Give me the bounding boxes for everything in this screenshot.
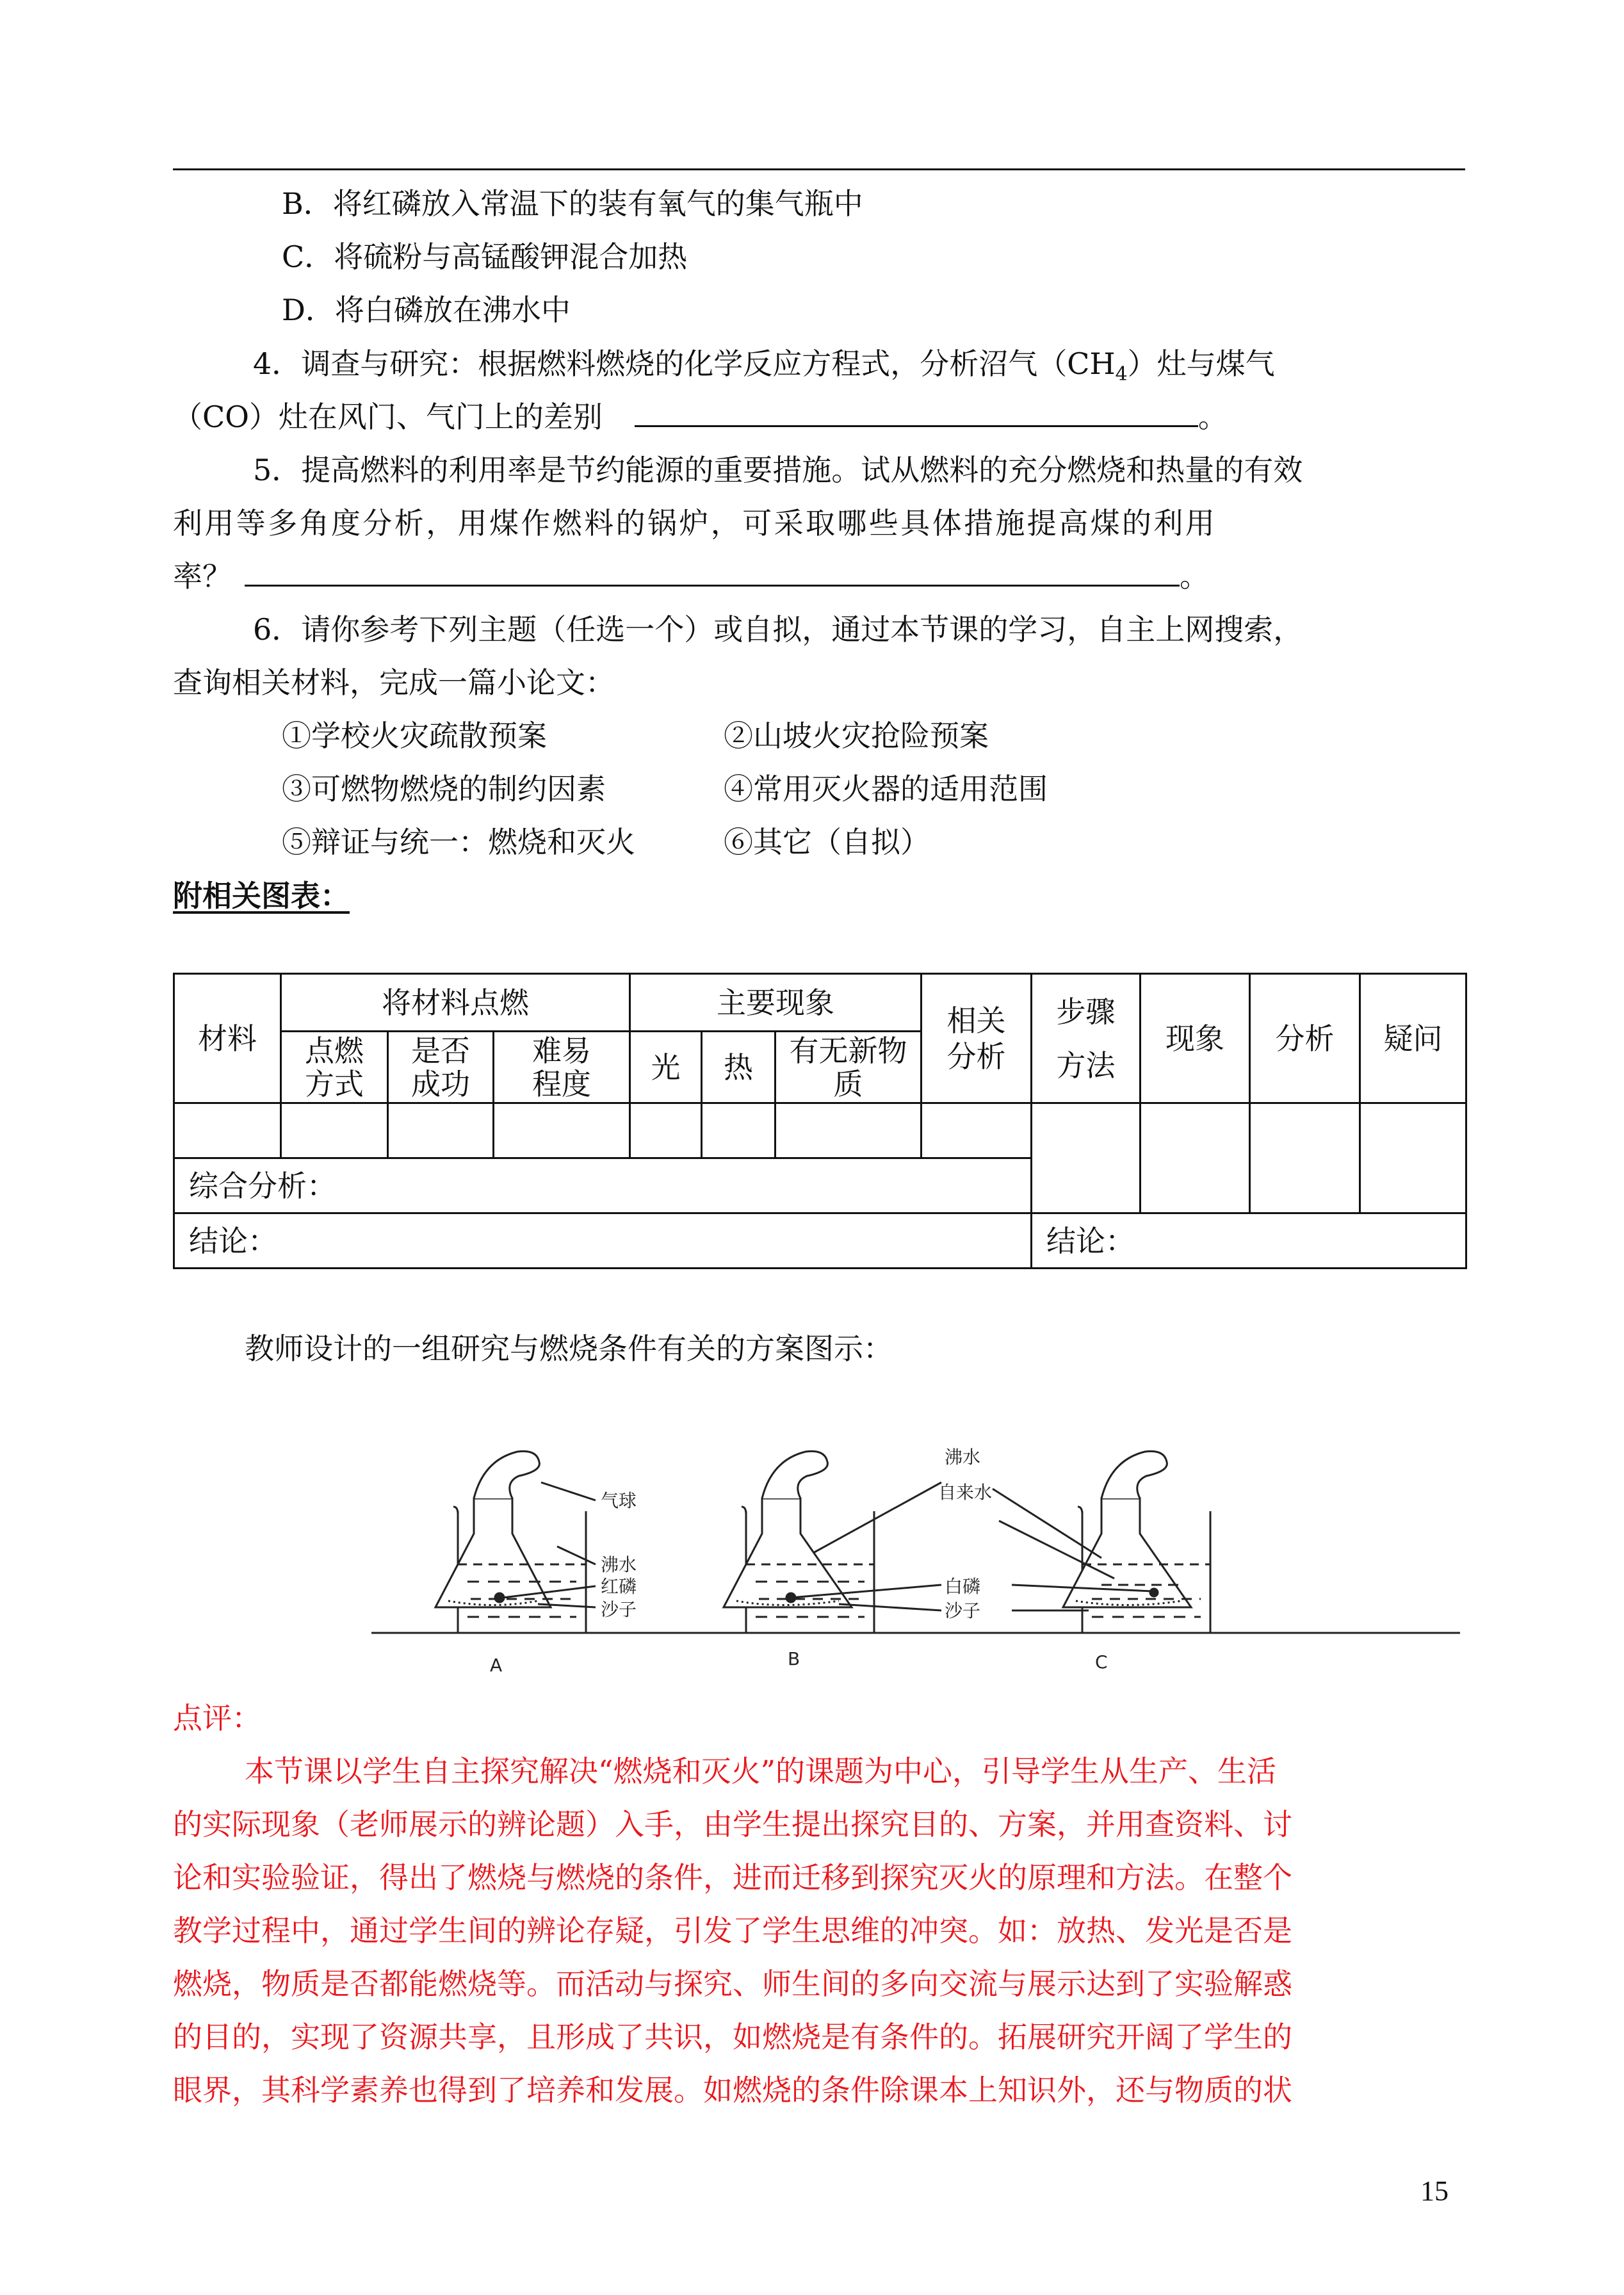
th-phenomenon: 现象: [1141, 974, 1250, 1103]
q6-topic-6: ⑥其它（自拟）: [724, 825, 930, 859]
apparatus-a: [435, 1451, 596, 1633]
commentary-line-4: 教学过程中，通过学生间的辨论存疑，引发了学生思维的冲突。如：放热、发光是否是: [173, 1913, 1292, 1948]
q4-line1: 4．调查与研究：根据燃料燃烧的化学反应方程式，分析沼气$(CH_4)$灶与煤气: [253, 346, 1275, 386]
label-a-red-phosphorus: 红磷: [601, 1576, 637, 1597]
q6-line2: 查询相关材料，完成一篇小论文：: [173, 665, 615, 700]
commentary-line-7: 眼界，其科学素养也得到了培养和发展。如燃烧的条件除课本上知识外，还与物质的状: [173, 2073, 1292, 2107]
table-cell[interactable]: [630, 1103, 702, 1158]
apparatus-c: [993, 1451, 1210, 1633]
commentary-line-2: 的实际现象（老师展示的辨论题）入手，由学生提出探究目的、方案，并用查资料、讨: [173, 1807, 1292, 1842]
th-new-substance: 有无新物质: [775, 1032, 922, 1103]
conclusion-right-cell[interactable]: 结论：: [1032, 1213, 1466, 1269]
option-d: D．将白磷放在沸水中: [282, 293, 571, 327]
table-cell[interactable]: [1360, 1103, 1466, 1213]
q4-answer-blank[interactable]: [635, 397, 1198, 427]
th-analysis: 分析: [1250, 974, 1360, 1103]
option-b: B．将红磷放入常温下的装有氧气的集气瓶中: [282, 186, 863, 221]
th-success: 是否成功: [388, 1032, 494, 1103]
attached-heading: 附相关图表：: [173, 879, 350, 913]
combustion-apparatus-figure: [365, 1393, 1466, 1681]
header-rule: [173, 168, 1465, 170]
label-c-tap-water: 自来水: [938, 1482, 993, 1503]
th-doubt: 疑问: [1360, 974, 1466, 1103]
q6-topic-2: ②山坡火灾抢险预案: [724, 718, 989, 753]
label-c-boiling-water: 沸水: [945, 1447, 981, 1468]
th-difficulty: 难易程度: [494, 1032, 630, 1103]
th-material: 材料: [174, 974, 281, 1103]
th-heat: 热: [702, 1032, 775, 1103]
th-phenomena: 主要现象: [630, 974, 922, 1032]
summary-analysis-cell[interactable]: 综合分析：: [174, 1158, 1032, 1213]
label-a-letter: A: [490, 1655, 503, 1676]
figure-caption: 教师设计的一组研究与燃烧条件有关的方案图示：: [245, 1331, 893, 1366]
table-cell[interactable]: [174, 1103, 281, 1158]
q6-line1: 6．请你参考下列主题（任选一个）或自拟，通过本节课的学习，自主上网搜索，: [253, 612, 1303, 647]
page-number: 15: [1420, 2175, 1449, 2207]
experiment-table: [173, 973, 1467, 1269]
th-light: 光: [630, 1032, 702, 1103]
q6-topic-5: ⑤辩证与统一：燃烧和灭火: [282, 825, 635, 859]
label-c-letter: C: [1095, 1651, 1108, 1673]
q5-line2: 利用等多角度分析，用煤作燃料的锅炉，可采取哪些具体措施提高煤的利用: [173, 506, 1217, 540]
label-a-sand: 沙子: [601, 1599, 637, 1620]
label-c-white-phosphorus: 白磷: [945, 1576, 981, 1597]
q6-topic-3: ③可燃物燃烧的制约因素: [282, 772, 606, 806]
th-steps-methods: 步骤方法: [1032, 974, 1141, 1103]
table-cell[interactable]: [1250, 1103, 1360, 1213]
q6-topic-1: ①学校火灾疏散预案: [282, 718, 547, 753]
label-b-letter: B: [788, 1648, 800, 1669]
table-cell[interactable]: [1032, 1103, 1141, 1213]
apparatus-b: [724, 1451, 941, 1633]
table-cell[interactable]: [775, 1103, 922, 1158]
q4-line2: （CO）灶在风门、气门上的差别 。: [173, 397, 1228, 437]
table-cell[interactable]: [922, 1103, 1032, 1158]
q5-line3: 率？ 。: [173, 556, 1209, 596]
table-cell[interactable]: [281, 1103, 388, 1158]
table-cell[interactable]: [702, 1103, 775, 1158]
label-a-boiling-water: 沸水: [601, 1554, 637, 1575]
th-related-analysis: 相关分析: [922, 974, 1032, 1103]
table-cell[interactable]: [1141, 1103, 1250, 1213]
label-a-balloon: 气球: [601, 1490, 637, 1511]
commentary-line-3: 论和实验验证，得出了燃烧与燃烧的条件，进而迁移到探究灭火的原理和方法。在整个: [173, 1860, 1292, 1895]
table-cell[interactable]: [388, 1103, 494, 1158]
option-c: C．将硫粉与高锰酸钾混合加热: [282, 239, 688, 274]
commentary-line-5: 燃烧，物质是否都能燃烧等。而活动与探究、师生间的多向交流与展示达到了实验解惑: [173, 1967, 1292, 2001]
conclusion-left-cell[interactable]: 结论：: [174, 1213, 1032, 1269]
th-ignite-method: 点燃方式: [281, 1032, 388, 1103]
table-cell[interactable]: [494, 1103, 630, 1158]
q6-topic-4: ④常用灭火器的适用范围: [724, 772, 1048, 806]
commentary-title: 点评：: [173, 1701, 261, 1735]
q5-answer-blank[interactable]: [245, 556, 1180, 587]
label-c-sand: 沙子: [945, 1600, 981, 1621]
commentary-line-1: 本节课以学生自主探究解决“燃烧和灭火”的课题为中心，引导学生从生产、生活: [245, 1754, 1277, 1788]
commentary-line-6: 的目的，实现了资源共享，且形成了共识，如燃烧是有条件的。拓展研究开阔了学生的: [173, 2020, 1292, 2054]
th-ignite: 将材料点燃: [281, 974, 630, 1032]
q5-line1: 5．提高燃料的利用率是节约能源的重要措施。试从燃料的充分燃烧和热量的有效: [253, 453, 1303, 487]
